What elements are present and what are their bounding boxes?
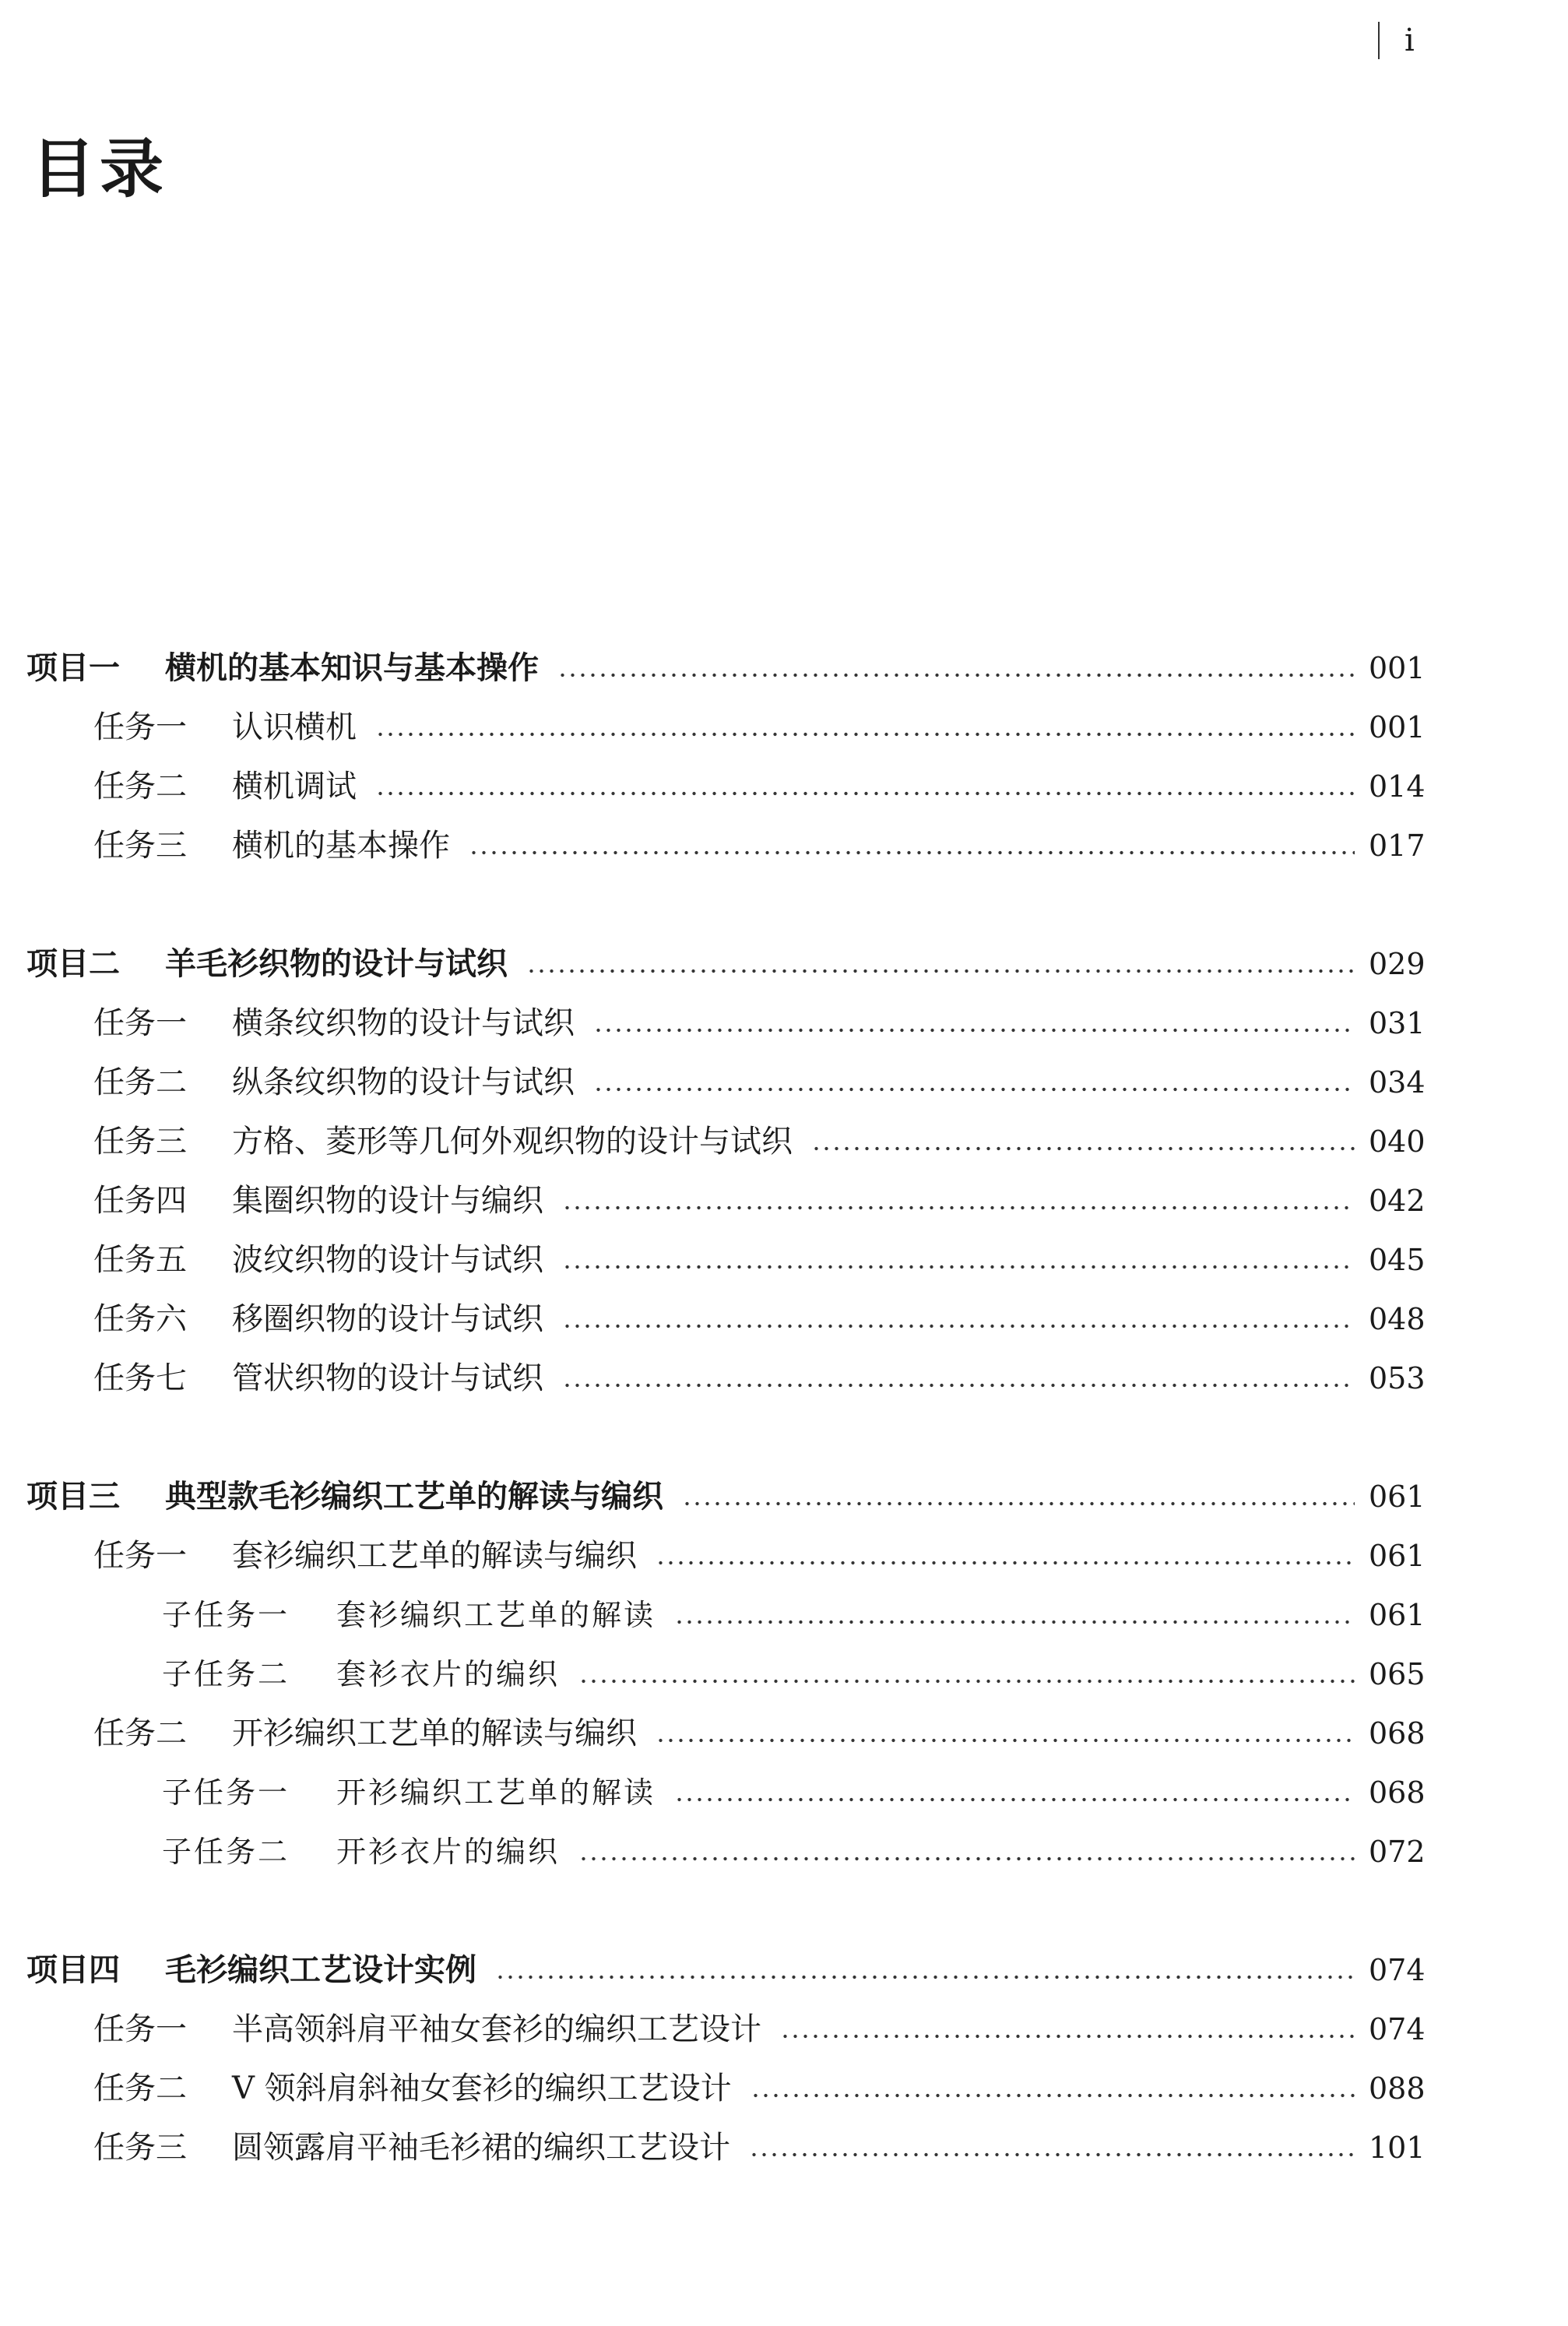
toc-entry-label: 任务三 [93,828,187,864]
toc-entry-label: 任务三 [93,2130,187,2166]
toc-subtask-entry[interactable] [0,1830,1425,1874]
toc-task-entry[interactable] [0,2067,1425,2110]
toc-entry-page: 017 [1369,829,1426,863]
toc-entry-title: 典型款毛衫编织工艺单的解读与编织 [165,1479,663,1515]
toc-entry-page: 061 [1369,1539,1426,1573]
toc-entry-page: 045 [1369,1243,1426,1277]
page-number: i [1378,22,1415,59]
toc-entry-title: V 领斜肩斜袖女套衫的编织工艺设计 [232,2071,732,2106]
dot-leader [375,790,1355,797]
toc-entry-title: 集圈织物的设计与编织 [232,1183,543,1219]
toc-entry-title: 毛衫编织工艺设计实例 [165,1952,476,1988]
toc-entry-title: 横条纹织物的设计与试织 [232,1005,575,1041]
toc-entry-page: 053 [1369,1361,1426,1395]
toc-task-entry[interactable] [0,1357,1425,1400]
toc-entry-label: 项目一 [26,650,120,686]
toc-task-entry[interactable] [0,1238,1425,1282]
toc-task-entry[interactable] [0,824,1425,867]
toc-subtask-entry[interactable] [0,1771,1425,1814]
toc-entry-title: 横机调试 [232,769,357,804]
toc-entry-page: 061 [1369,1598,1426,1632]
toc-entry-label: 任务二 [93,769,187,804]
dot-leader [562,1322,1355,1330]
toc-entry-page: 001 [1369,651,1426,685]
toc-entry-page: 061 [1369,1480,1426,1514]
toc-entry-title: 移圈织物的设计与试织 [232,1301,543,1337]
toc-entry-title: 管状织物的设计与试织 [232,1360,543,1396]
toc-entry-page: 068 [1369,1775,1426,1810]
toc-task-entry[interactable] [0,1120,1425,1163]
toc-entry-label: 任务五 [93,1242,187,1278]
toc-project-entry[interactable] [0,646,1425,690]
toc-entry-page: 101 [1369,2131,1426,2165]
toc-entry-label: 任务一 [93,2011,187,2047]
toc-entry-page: 040 [1369,1124,1426,1159]
dot-leader [578,1855,1355,1863]
dot-leader [578,1677,1355,1685]
toc-subtask-entry[interactable] [0,1593,1425,1637]
toc-entry-title: 开衫衣片的编织 [336,1835,561,1869]
toc-entry-title: 纵条纹织物的设计与试织 [232,1064,575,1100]
toc-task-entry[interactable] [0,765,1425,808]
toc-task-entry[interactable] [0,1534,1425,1578]
toc-entry-title: 开衫编织工艺单的解读与编织 [232,1715,637,1751]
dot-leader [674,1618,1355,1626]
toc-entry-label: 任务二 [93,1064,187,1100]
toc-entry-label: 任务六 [93,1301,187,1337]
toc-task-entry[interactable] [0,1712,1425,1755]
toc-task-entry[interactable] [0,706,1425,749]
toc-task-entry[interactable] [0,2008,1425,2051]
toc-entry-page: 072 [1369,1835,1426,1869]
toc-entry-label: 任务二 [93,2071,187,2106]
toc-entry-title: 半高领斜肩平袖女套衫的编织工艺设计 [232,2011,761,2047]
toc-entry-page: 048 [1369,1302,1426,1336]
toc-entry-title: 套衫编织工艺单的解读 [336,1598,656,1632]
dot-leader [749,2151,1355,2159]
toc-entry-label: 项目四 [26,1952,120,1988]
toc-entry-page: 034 [1369,1065,1426,1100]
toc-entry-label: 任务二 [93,1715,187,1751]
dot-leader [593,1026,1355,1034]
toc-entry-label: 任务三 [93,1124,187,1159]
toc-entry-title: 开衫编织工艺单的解读 [336,1775,656,1810]
toc-entry-label: 子任务二 [162,1835,290,1869]
toc-entry-label: 子任务二 [162,1657,290,1691]
toc-entry-page: 042 [1369,1184,1426,1218]
dot-leader [562,1263,1355,1271]
dot-leader [562,1204,1355,1212]
toc-entry-title: 波纹织物的设计与试织 [232,1242,543,1278]
toc-entry-label: 任务一 [93,709,187,745]
toc-task-entry[interactable] [0,1061,1425,1104]
toc-entry-title: 方格、菱形等几何外观织物的设计与试织 [232,1124,793,1159]
toc-entry-page: 088 [1369,2071,1426,2106]
toc-entry-label: 任务四 [93,1183,187,1219]
toc-task-entry[interactable] [0,1001,1425,1045]
dot-leader [682,1500,1355,1508]
dot-leader [780,2032,1355,2040]
toc-entry-page: 001 [1369,710,1426,744]
toc-entry-title: 横机的基本知识与基本操作 [165,650,539,686]
dot-leader [526,967,1355,975]
toc-entry-label: 任务一 [93,1005,187,1041]
dot-leader [469,849,1355,857]
dot-leader [656,1559,1355,1567]
toc-entry-title: 横机的基本操作 [232,828,450,864]
dot-leader [495,1973,1355,1981]
page-title: 目录 [31,132,169,206]
toc-entry-page: 065 [1369,1657,1426,1691]
toc-entry-label: 子任务一 [162,1598,290,1632]
dot-leader [811,1145,1355,1152]
toc-entry-title: 羊毛衫织物的设计与试织 [165,946,508,982]
toc-entry-label: 任务七 [93,1360,187,1396]
toc-entry-title: 圆领露肩平袖毛衫裙的编织工艺设计 [232,2130,730,2166]
toc-entry-page: 068 [1369,1716,1426,1751]
toc-entry-page: 029 [1369,947,1426,981]
toc-project-entry[interactable] [0,942,1425,986]
dot-leader [375,730,1355,738]
toc-entry-page: 074 [1369,1953,1426,1987]
toc-entry-title: 套衫编织工艺单的解读与编织 [232,1538,637,1574]
toc-subtask-entry[interactable] [0,1652,1425,1696]
toc-project-entry[interactable] [0,1948,1425,1992]
toc-entry-label: 项目三 [26,1479,120,1515]
toc-entry-page: 014 [1369,769,1426,804]
toc-task-entry[interactable] [0,1297,1425,1341]
toc-entry-title: 套衫衣片的编织 [336,1657,561,1691]
toc-entry-label: 项目二 [26,946,120,982]
toc-entry-label: 任务一 [93,1538,187,1574]
dot-leader [557,671,1355,679]
dot-leader [674,1796,1355,1803]
toc-entry-title: 认识横机 [232,709,357,745]
toc-task-entry[interactable] [0,1179,1425,1223]
toc-task-entry[interactable] [0,2126,1425,2169]
dot-leader [751,2092,1355,2099]
dot-leader [562,1381,1355,1389]
dot-leader [593,1086,1355,1093]
toc-entry-label: 子任务一 [162,1775,290,1810]
toc-project-entry[interactable] [0,1475,1425,1518]
toc-entry-page: 031 [1369,1006,1426,1040]
toc-entry-page: 074 [1369,2012,1426,2046]
dot-leader [656,1737,1355,1744]
